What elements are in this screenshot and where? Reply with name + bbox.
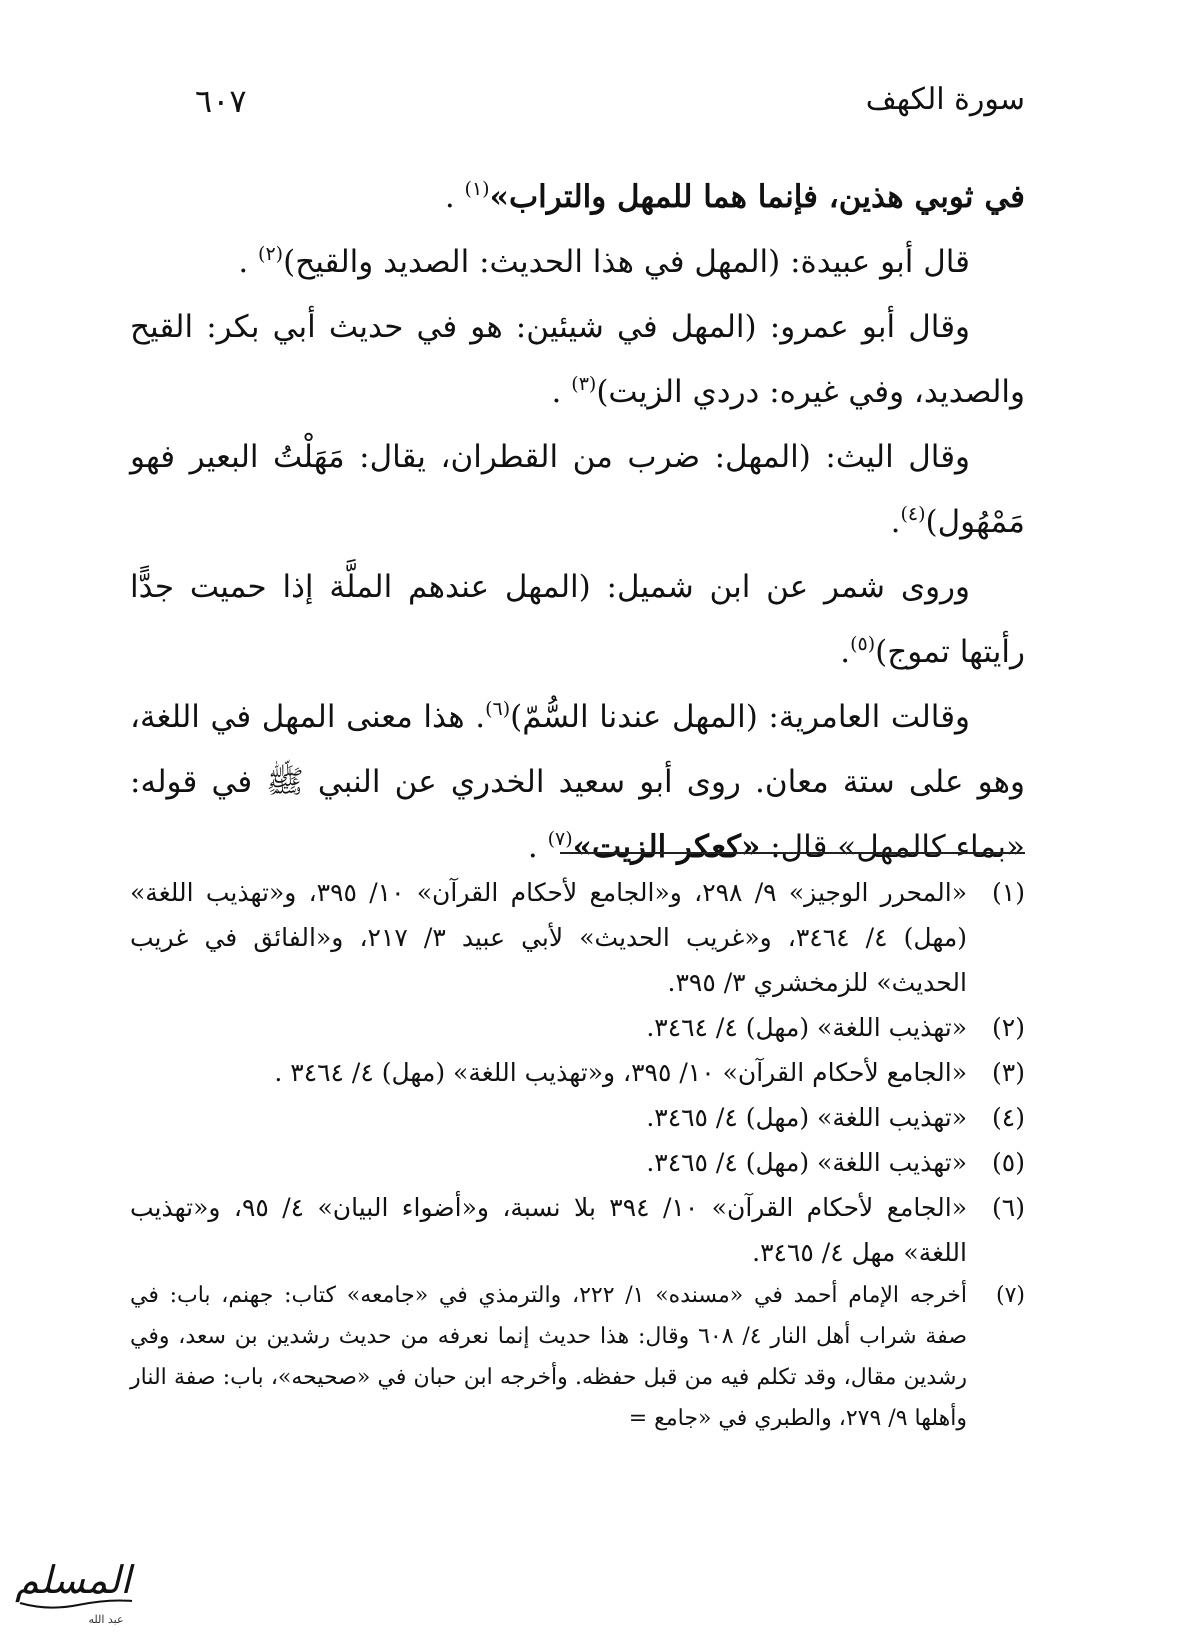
bold-quote: «كعكر الزيت» [572, 829, 761, 865]
footnote-number: (١) [992, 878, 1025, 907]
footnote-number: (٦) [992, 1193, 1025, 1222]
footnote-separator [560, 852, 1025, 854]
footnote-ref-4[interactable]: (٤) [900, 503, 926, 525]
page-header [195, 82, 1025, 132]
footnote-text: «تهذيب اللغة» (مهل) ٤/ ٣٤٦٤. [646, 1013, 967, 1042]
footnote-ref-5[interactable]: (٥) [850, 633, 876, 655]
footnote-4 [130, 1095, 1025, 1140]
footnotes [130, 870, 1025, 1439]
footnote-text: «الجامع لأحكام القرآن» ١٠/ ٣٩٥، و«تهذيب اللغة» (مهل) ٤/ ٣٤٦٤ . [274, 1058, 967, 1087]
footnote-text: «المحرر الوجيز» ٩/ ٢٩٨، و«الجامع لأحكام القرآن» ١٠/ ٣٩٥، و«تهذيب اللغة» (مهل) ٤/ ٣٤٦٤، و«غريب الحديث» لأبي عبيد ٣/ ٢١٧، و«الفائق في غريب الحديث» للزمخشري ٣/ ٣٩٥. [130, 878, 968, 997]
footnote-text: أخرجه الإمام أحمد في «مسنده» ١/ ٢٢٢، والترمذي في «جامعه» كتاب: جهنم، باب: في صفة شراب أهل النار ٤/ ٦٠٨ وقال: هذا حديث إنما نعرفه من حديث رشدين بن سعد، وفي رشدين مقال، وقد تكلم فيه من قبل حفظه. وأخرجه ابن حبان في «صحيحه»، باب: صفة النار وأهلها ٩/ ٢٧٩، والطبري في «جامع = [130, 1283, 968, 1431]
footnote-1 [130, 870, 1025, 1005]
footnote-7 [130, 1275, 1025, 1439]
page-number: ٦٠٧ [195, 82, 247, 120]
footnote-number: (٣) [992, 1058, 1025, 1087]
paragraph-4: وقال اليث: (المهل: ضرب من القطران، يقال: مَهَلْتُ البعير فهو مَمْهُول)$^{(٤)}$. [130, 439, 1025, 540]
footnote-ref-6[interactable]: (٦) [485, 698, 511, 720]
footnote-number: (٥) [992, 1148, 1025, 1177]
footnote-ref-7[interactable]: (٧) [547, 828, 573, 850]
footnote-text: «تهذيب اللغة» (مهل) ٤/ ٣٤٦٥. [646, 1103, 967, 1132]
main-text [130, 165, 1025, 880]
footnote-number: (٢) [992, 1013, 1025, 1042]
paragraph-6: وقالت العامرية: (المهل عندنا السُّمّ)$^{(٦)}$. هذا معنى المهل في اللغة، وهو على ستة معان. روى أبو سعيد الخدري عن النبي ﷺ في قوله: «بماء كالمهل» قال: «كعكر الزيت»$^{(٧)}$ . [130, 698, 1025, 865]
footnote-5 [130, 1140, 1025, 1185]
logo-small-text: عبد الله [88, 1613, 124, 1626]
footnote-number: (٤) [992, 1103, 1025, 1132]
paragraph-3: وقال أبو عمرو: (المهل في شيئين: هو في حديث أبي بكر: القيح والصديد، وفي غيره: دردي الزيت)$^{(٣)}$ . [130, 309, 1025, 410]
footnote-ref-3[interactable]: (٣) [571, 373, 597, 395]
footnote-6 [130, 1185, 1025, 1275]
footnote-text: «تهذيب اللغة» (مهل) ٤/ ٣٤٦٥. [646, 1148, 967, 1177]
publisher-logo [8, 1545, 138, 1635]
footnote-number: (٧) [995, 1283, 1025, 1308]
paragraph-5: وروى شمر عن ابن شميل: (المهل عندهم الملَّة إذا حميت جدًّا رأيتها تموج)$^{(٥)}$. [130, 569, 1025, 670]
footnote-text: «الجامع لأحكام القرآن» ١٠/ ٣٩٤ بلا نسبة، و«أضواء البيان» ٤/ ٩٥، و«تهذيب اللغة» مهل ٤/ ٣٤٦٥. [130, 1193, 968, 1267]
paragraph-1: في ثوبي هذين، فإنما هما للمهل والتراب»$^{(١)}$ . [444, 178, 1025, 215]
footnote-3 [130, 1050, 1025, 1095]
footnote-ref-2[interactable]: (٢) [258, 243, 284, 265]
hadith-ending: في ثوبي هذين، فإنما هما للمهل والتراب» [489, 179, 1025, 215]
footnote-ref-1[interactable]: (١) [464, 178, 490, 200]
logo-text: المسلم [15, 1558, 131, 1602]
surah-title: سورة الكهف [865, 82, 1025, 117]
paragraph-2: قال أبو عبيدة: (المهل في هذا الحديث: الصديد والقيح)$^{(٢)}$ . [238, 243, 970, 280]
footnote-2 [130, 1005, 1025, 1050]
